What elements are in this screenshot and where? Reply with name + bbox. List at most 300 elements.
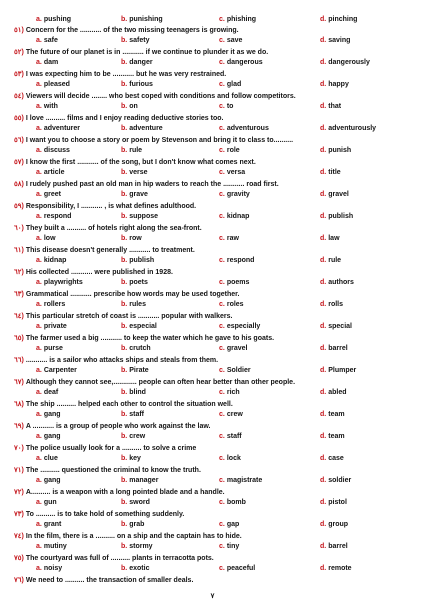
option-text: exotic (129, 565, 150, 572)
option-a[interactable] (36, 16, 71, 23)
option-text: kidnap (43, 257, 67, 264)
option-letter: c. (219, 499, 225, 506)
option-letter: b. (121, 147, 128, 154)
question-text: I know the first ........... of the song, but I don't know what comes next. (25, 159, 256, 166)
question-text: We need to .......... the transaction of smaller deals. (25, 577, 194, 584)
option-letter: b. (121, 81, 128, 88)
option-c[interactable] (219, 301, 244, 308)
option-text: respond (43, 213, 72, 220)
question-number: ٦٥) (14, 335, 24, 342)
option-a[interactable] (36, 125, 80, 132)
option-a[interactable] (36, 389, 58, 396)
question-text: The ship .......... helped each other to control the situation well. (25, 401, 233, 408)
option-d[interactable] (320, 213, 353, 220)
options-row (14, 411, 414, 418)
option-a[interactable] (36, 213, 71, 220)
option-text: gravel (328, 191, 349, 198)
option-b[interactable] (121, 543, 153, 550)
option-d[interactable] (320, 521, 348, 528)
question-line (14, 247, 414, 254)
option-text: grave (129, 191, 148, 198)
option-b[interactable] (121, 213, 158, 220)
option-a[interactable] (36, 367, 77, 374)
option-text: pleased (43, 81, 70, 88)
option-letter: b. (121, 169, 128, 176)
question-number: ٧٠) (14, 445, 24, 452)
option-text: punishing (129, 16, 163, 23)
option-d[interactable] (320, 235, 340, 242)
question-line (14, 27, 414, 34)
question-text: The future of our planet is in ........... if we continue to plunder it as we do. (25, 49, 269, 56)
question-line (14, 533, 414, 540)
option-a[interactable] (36, 455, 58, 462)
option-c[interactable] (219, 499, 246, 506)
option-letter: c. (219, 565, 225, 572)
option-letter: a. (36, 103, 42, 110)
question-number: ٧٦) (14, 577, 24, 584)
question-line (14, 71, 414, 78)
option-letter: a. (36, 59, 42, 66)
question-line (14, 137, 414, 144)
option-text: grant (43, 521, 62, 528)
option-c[interactable] (219, 345, 247, 352)
option-letter: b. (121, 103, 128, 110)
option-letter: d. (320, 37, 327, 44)
options-row (14, 16, 414, 23)
option-d[interactable] (320, 16, 357, 23)
option-letter: a. (36, 389, 42, 396)
question-line (14, 225, 414, 232)
question-number: ٧١) (14, 467, 24, 474)
options-row (14, 565, 414, 572)
question-text: They built a .......... of hotels right along the sea-front. (25, 225, 202, 232)
option-letter: c. (219, 301, 225, 308)
option-text: magistrate (226, 477, 263, 484)
option-a[interactable] (36, 103, 58, 110)
option-text: gang (43, 477, 61, 484)
option-b[interactable] (121, 345, 151, 352)
option-letter: a. (36, 81, 42, 88)
option-d[interactable] (320, 37, 350, 44)
option-text: Soldier (226, 367, 251, 374)
option-a[interactable] (36, 169, 64, 176)
option-a[interactable] (36, 81, 70, 88)
option-letter: c. (219, 37, 225, 44)
option-letter: d. (320, 213, 327, 220)
option-letter: a. (36, 499, 42, 506)
option-text: on (129, 103, 138, 110)
option-text: barrel (328, 345, 348, 352)
option-letter: b. (121, 411, 128, 418)
option-letter: b. (121, 301, 128, 308)
option-text: to (226, 103, 234, 110)
option-a[interactable] (36, 323, 67, 330)
option-c[interactable] (219, 37, 242, 44)
option-letter: d. (320, 455, 327, 462)
option-b[interactable] (121, 477, 158, 484)
option-b[interactable] (121, 191, 148, 198)
options-row (14, 433, 414, 440)
question-line (14, 555, 414, 562)
option-c[interactable] (219, 543, 239, 550)
options-row (14, 455, 414, 462)
option-text: danger (129, 59, 153, 66)
option-a[interactable] (36, 433, 61, 440)
option-letter: c. (219, 433, 225, 440)
question-text: In the film, there is a .......... on a ship and the captain has to hide. (25, 533, 242, 540)
options-row (14, 257, 414, 264)
option-d[interactable] (320, 433, 345, 440)
option-a[interactable] (36, 477, 61, 484)
option-d[interactable] (320, 543, 348, 550)
question-line (14, 93, 414, 100)
option-letter: c. (219, 103, 225, 110)
option-b[interactable] (121, 411, 144, 418)
option-b[interactable] (121, 455, 141, 462)
option-letter: a. (36, 411, 42, 418)
option-text: happy (328, 81, 349, 88)
option-a[interactable] (36, 565, 62, 572)
option-b[interactable] (121, 103, 138, 110)
option-letter: d. (320, 367, 327, 374)
option-text: safe (43, 37, 58, 44)
question-number: ٦٢) (14, 269, 24, 276)
option-c[interactable] (219, 521, 239, 528)
option-text: especially (226, 323, 261, 330)
option-a[interactable] (36, 191, 61, 198)
option-letter: d. (320, 279, 327, 286)
option-text: pushing (43, 16, 72, 23)
option-a[interactable] (36, 257, 66, 264)
option-a[interactable] (36, 301, 65, 308)
question-line (14, 269, 414, 276)
question-text: The .......... questioned the criminal to know the truth. (25, 467, 201, 474)
option-d[interactable] (320, 279, 354, 286)
option-letter: c. (219, 279, 225, 286)
option-b[interactable] (121, 279, 148, 286)
option-c[interactable] (219, 367, 251, 374)
option-c[interactable] (219, 125, 269, 132)
option-b[interactable] (121, 169, 148, 176)
option-letter: c. (219, 367, 225, 374)
option-text: tiny (226, 543, 240, 550)
option-letter: a. (36, 565, 42, 572)
option-b[interactable] (121, 367, 149, 374)
option-d[interactable] (320, 411, 345, 418)
option-text: rich (226, 389, 240, 396)
option-b[interactable] (121, 257, 154, 264)
option-text: playwrights (43, 279, 83, 286)
question-line (14, 335, 414, 342)
option-b[interactable] (121, 81, 153, 88)
question-line (14, 423, 414, 430)
option-b[interactable] (121, 565, 149, 572)
option-d[interactable] (320, 499, 347, 506)
option-text: pistol (328, 499, 347, 506)
option-c[interactable] (219, 389, 240, 396)
option-d[interactable] (320, 59, 370, 66)
question-number: ٦٠) (14, 225, 24, 232)
option-b[interactable] (121, 37, 149, 44)
option-d[interactable] (320, 367, 356, 374)
option-letter: a. (36, 345, 42, 352)
option-letter: a. (36, 477, 42, 484)
option-c[interactable] (219, 477, 262, 484)
option-a[interactable] (36, 37, 58, 44)
option-a[interactable] (36, 147, 70, 154)
option-text: title (328, 169, 341, 176)
option-a[interactable] (36, 279, 83, 286)
option-text: case (328, 455, 344, 462)
option-text: rules (129, 301, 146, 308)
option-text: team (328, 411, 345, 418)
option-letter: a. (36, 367, 42, 374)
option-b[interactable] (121, 59, 153, 66)
option-letter: b. (121, 125, 128, 132)
option-text: rolls (328, 301, 344, 308)
option-letter: d. (320, 565, 327, 572)
option-d[interactable] (320, 191, 349, 198)
question-number: ٧٥) (14, 555, 24, 562)
option-letter: a. (36, 169, 42, 176)
option-text: barrel (328, 543, 348, 550)
option-c[interactable] (219, 411, 243, 418)
option-text: safety (129, 37, 150, 44)
options-row (14, 59, 414, 66)
option-text: dangerously (328, 59, 370, 66)
option-c[interactable] (219, 103, 233, 110)
options-row (14, 213, 414, 220)
option-text: private (43, 323, 67, 330)
option-text: poems (226, 279, 250, 286)
option-b[interactable] (121, 16, 163, 23)
option-letter: a. (36, 191, 42, 198)
option-a[interactable] (36, 411, 61, 418)
option-c[interactable] (219, 455, 241, 462)
option-c[interactable] (219, 191, 250, 198)
option-text: suppose (129, 213, 159, 220)
option-text: saving (328, 37, 351, 44)
option-c[interactable] (219, 16, 256, 23)
option-letter: d. (320, 543, 327, 550)
option-letter: b. (121, 345, 128, 352)
option-b[interactable] (121, 301, 146, 308)
option-c[interactable] (219, 59, 263, 66)
option-letter: a. (36, 125, 42, 132)
question-text: Grammatical ........... prescribe how words may be used together. (25, 291, 240, 298)
question-line (14, 379, 414, 386)
option-text: group (328, 521, 349, 528)
option-d[interactable] (320, 565, 352, 572)
option-text: roles (226, 301, 244, 308)
option-text: gap (226, 521, 240, 528)
question-number: ٦٣) (14, 291, 24, 298)
option-d[interactable] (320, 389, 347, 396)
option-letter: a. (36, 433, 42, 440)
page-number: ٧ (210, 593, 215, 600)
option-letter: c. (219, 345, 225, 352)
option-a[interactable] (36, 345, 63, 352)
option-text: phishing (226, 16, 257, 23)
option-letter: d. (320, 59, 327, 66)
option-letter: c. (219, 389, 225, 396)
question-text: A.......... is a weapon with a long pointed blade and a handle. (25, 489, 225, 496)
option-letter: d. (320, 125, 327, 132)
option-text: article (43, 169, 65, 176)
option-letter: a. (36, 257, 42, 264)
option-c[interactable] (219, 433, 242, 440)
option-d[interactable] (320, 301, 343, 308)
option-letter: b. (121, 323, 128, 330)
option-letter: b. (121, 433, 128, 440)
question-text: I was expecting him to be ........... but he was very restrained. (25, 71, 227, 78)
options-row (14, 147, 414, 154)
option-text: gun (43, 499, 57, 506)
option-text: gravel (226, 345, 248, 352)
option-letter: b. (121, 565, 128, 572)
option-letter: c. (219, 147, 225, 154)
option-letter: c. (219, 521, 225, 528)
options-row (14, 323, 414, 330)
option-c[interactable] (219, 565, 255, 572)
option-text: team (328, 433, 345, 440)
question-number: ٦٧) (14, 379, 24, 386)
question-line (14, 401, 414, 408)
question-text: Responsibility, I ........... , is what defines adulthood. (25, 203, 197, 210)
option-text: verse (129, 169, 148, 176)
option-text: that (328, 103, 342, 110)
option-c[interactable] (219, 257, 254, 264)
option-text: raw (226, 235, 239, 242)
options-row (14, 169, 414, 176)
option-letter: b. (121, 213, 128, 220)
option-text: adventurously (328, 125, 377, 132)
option-d[interactable] (320, 169, 341, 176)
option-a[interactable] (36, 543, 67, 550)
question-number: ٧٢) (14, 489, 24, 496)
option-c[interactable] (219, 323, 260, 330)
option-d[interactable] (320, 103, 341, 110)
option-b[interactable] (121, 147, 142, 154)
question-number: ٦٩) (14, 423, 24, 430)
option-a[interactable] (36, 59, 58, 66)
option-d[interactable] (320, 477, 351, 484)
option-d[interactable] (320, 147, 351, 154)
option-letter: d. (320, 301, 327, 308)
option-text: crew (129, 433, 146, 440)
option-letter: a. (36, 37, 42, 44)
option-text: save (226, 37, 243, 44)
question-line (14, 313, 414, 320)
option-b[interactable] (121, 433, 145, 440)
question-number: ٦٦) (14, 357, 24, 364)
option-text: peaceful (226, 565, 256, 572)
option-text: crew (226, 411, 243, 418)
option-text: publish (328, 213, 354, 220)
option-b[interactable] (121, 235, 142, 242)
option-letter: c. (219, 455, 225, 462)
option-text: lock (226, 455, 241, 462)
options-row (14, 191, 414, 198)
option-text: furious (129, 81, 153, 88)
option-text: gravity (226, 191, 250, 198)
option-a[interactable] (36, 499, 57, 506)
option-b[interactable] (121, 521, 144, 528)
option-text: key (129, 455, 141, 462)
option-text: authors (328, 279, 354, 286)
option-letter: c. (219, 169, 225, 176)
option-text: punish (328, 147, 352, 154)
question-text: I want you to choose a story or poem by Stevenson and bring it to class to.......... (25, 137, 294, 144)
option-letter: d. (320, 191, 327, 198)
option-letter: d. (320, 169, 327, 176)
question-number: ٥٧) (14, 159, 24, 166)
option-d[interactable] (320, 81, 349, 88)
question-text: To .......... is to take hold of something suddenly. (25, 511, 185, 518)
option-a[interactable] (36, 521, 61, 528)
options-row (14, 543, 414, 550)
option-letter: c. (219, 411, 225, 418)
option-letter: d. (320, 81, 327, 88)
option-b[interactable] (121, 389, 146, 396)
option-d[interactable] (320, 323, 352, 330)
option-text: rule (129, 147, 143, 154)
option-letter: c. (219, 213, 225, 220)
option-letter: d. (320, 433, 327, 440)
option-letter: d. (320, 235, 327, 242)
question-text: This disease doesn't generally ........... to treatment. (25, 247, 195, 254)
option-text: low (43, 235, 56, 242)
option-c[interactable] (219, 279, 249, 286)
option-b[interactable] (121, 125, 163, 132)
option-c[interactable] (219, 147, 240, 154)
option-letter: c. (219, 543, 225, 550)
option-letter: d. (320, 147, 327, 154)
question-text: I love .......... films and I enjoy reading deductive stories too. (25, 115, 224, 122)
option-letter: c. (219, 323, 225, 330)
option-letter: c. (219, 477, 225, 484)
option-b[interactable] (121, 323, 157, 330)
option-text: staff (129, 411, 145, 418)
option-letter: d. (320, 323, 327, 330)
option-c[interactable] (219, 81, 241, 88)
option-letter: b. (121, 367, 128, 374)
option-text: greet (43, 191, 61, 198)
option-letter: a. (36, 455, 42, 462)
option-c[interactable] (219, 235, 239, 242)
options-row (14, 81, 414, 88)
option-d[interactable] (320, 125, 376, 132)
option-b[interactable] (121, 499, 150, 506)
option-text: gang (43, 411, 61, 418)
option-text: clue (43, 455, 58, 462)
options-row (14, 345, 414, 352)
option-letter: d. (320, 16, 327, 23)
option-text: staff (226, 433, 242, 440)
option-d[interactable] (320, 455, 344, 462)
options-row (14, 37, 414, 44)
option-letter: a. (36, 301, 42, 308)
option-letter: a. (36, 323, 42, 330)
option-letter: b. (121, 257, 128, 264)
option-d[interactable] (320, 257, 341, 264)
question-line (14, 511, 414, 518)
question-number: ٥٤) (14, 93, 24, 100)
option-c[interactable] (219, 213, 249, 220)
option-a[interactable] (36, 235, 56, 242)
option-d[interactable] (320, 345, 348, 352)
option-c[interactable] (219, 169, 245, 176)
